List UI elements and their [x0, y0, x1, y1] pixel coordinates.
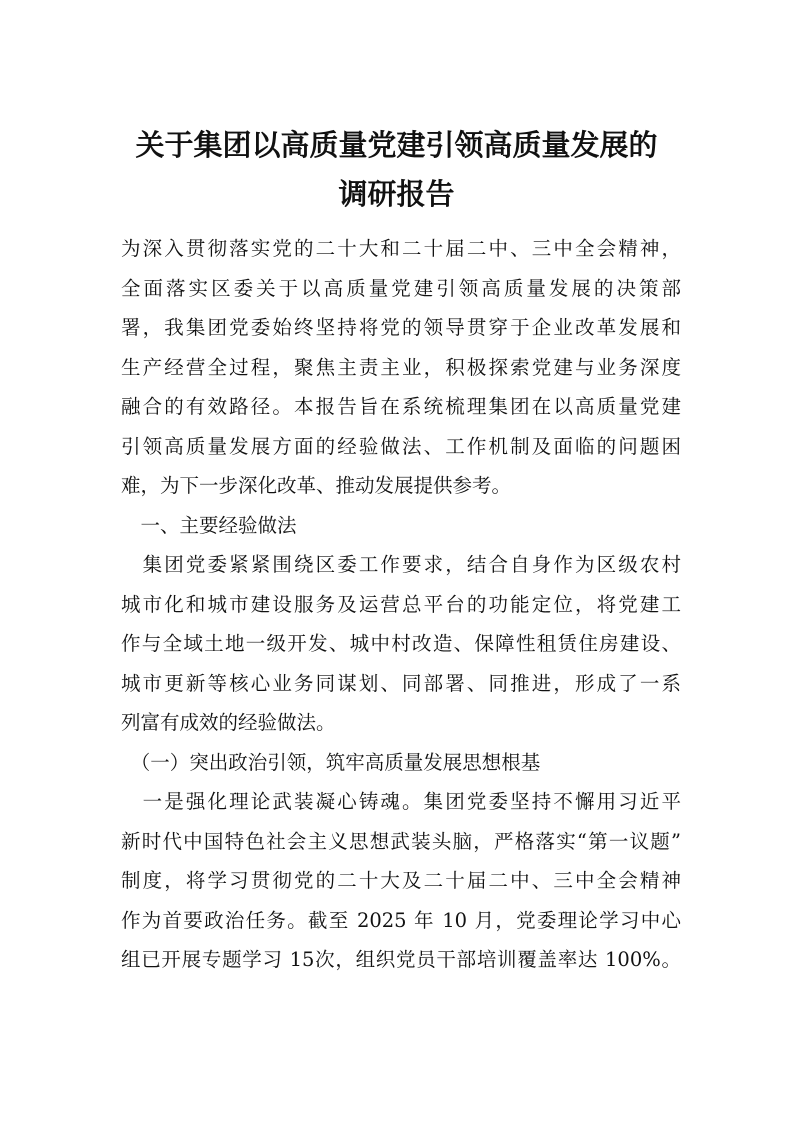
document-body: [121, 229, 681, 980]
body-line: 难，为下一步深化改革、推动发展提供参考。: [121, 474, 512, 497]
body-line: 为深入贯彻落实党的二十大和二十届二中、三中全会精神，: [121, 237, 681, 260]
body-line: 城市更新等核心业务同谋划、同部署、同推进，形成了一系: [121, 671, 681, 695]
body-line: 作为首要政治任务。截至 2025 年 10 月，党委理论学习中心: [121, 908, 681, 932]
body-line: 新时代中国特色社会主义思想武装头脑，严格落实“第一议题”: [121, 829, 681, 853]
body-line: 城市化和城市建设服务及运营总平台的功能定位，将党建工: [121, 592, 681, 616]
body-line: 组已开展专题学习 15次，组织党员干部培训覆盖率达 100%。: [121, 948, 681, 971]
body-line: 署，我集团党委始终坚持将党的领导贯穿于企业改革发展和: [121, 316, 681, 339]
body-line: 制度，将学习贯彻党的二十大及二十届二中、三中全会精神: [121, 869, 681, 892]
subsection-heading: （一）突出政治引领，筑牢高质量发展思想根基: [121, 750, 541, 774]
body-line: 集团党委紧紧围绕区委工作要求，结合自身作为区级农村: [121, 553, 681, 576]
body-line: 引领高质量发展方面的经验做法、工作机制及面临的问题困: [121, 434, 681, 458]
document-title-line-2: 调研报告: [338, 177, 455, 211]
document-title-line-1: 关于集团以高质量党建引领高质量发展的: [135, 128, 658, 162]
body-line: 作与全域土地一级开发、城中村改造、保障性租赁住房建设、: [121, 632, 681, 655]
body-line: 列富有成效的经验做法。: [121, 711, 336, 734]
body-line: 全面落实区委关于以高质量党建引领高质量发展的决策部: [121, 276, 681, 300]
body-line: 一是强化理论武装凝心铸魂。集团党委坚持不懈用习近平: [121, 790, 681, 813]
body-line: 融合的有效路径。本报告旨在系统梳理集团在以高质量党建: [121, 395, 681, 418]
body-line: 生产经营全过程，聚焦主责主业，积极探索党建与业务深度: [121, 355, 681, 379]
section-heading: 一、主要经验做法: [121, 513, 297, 537]
